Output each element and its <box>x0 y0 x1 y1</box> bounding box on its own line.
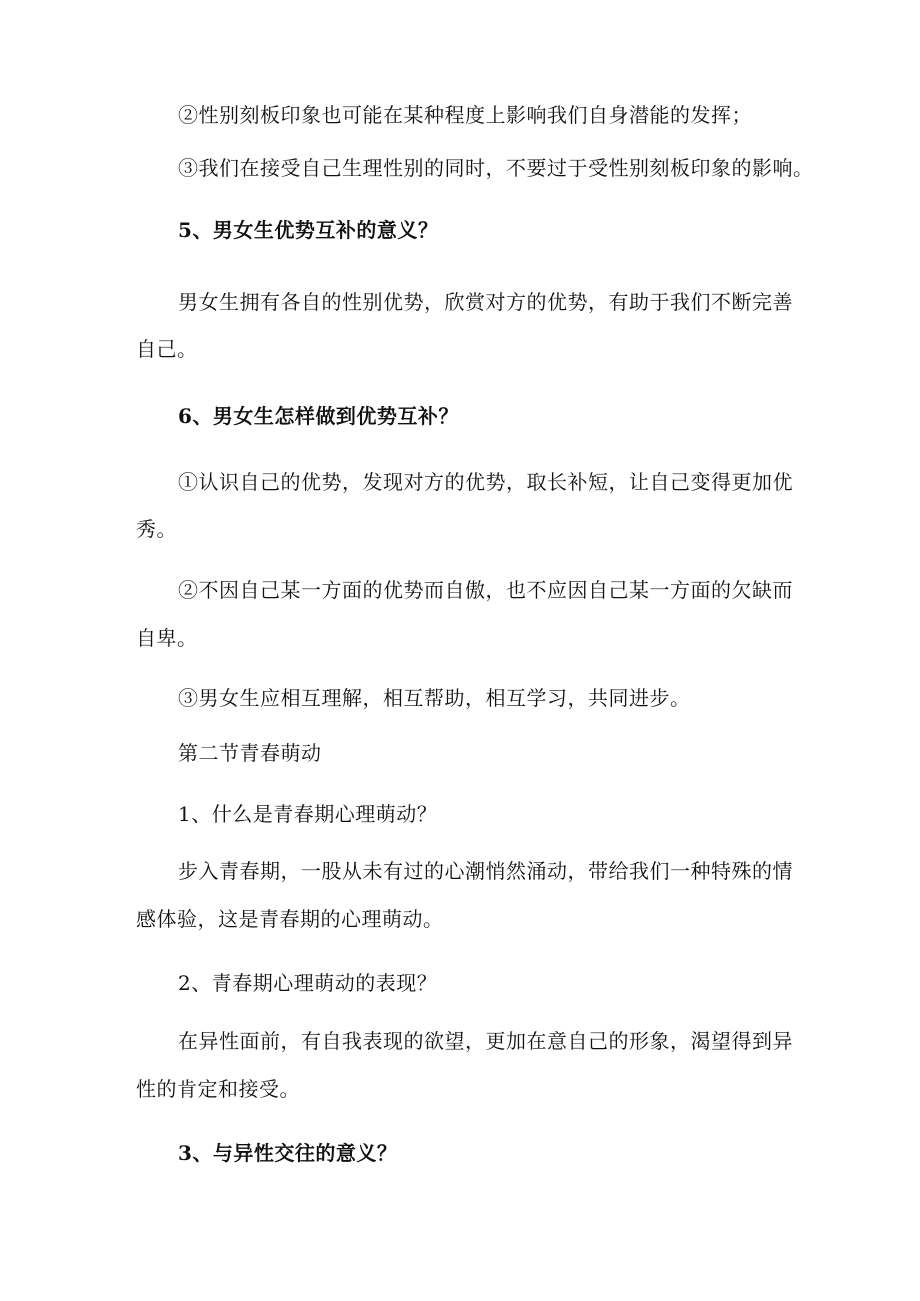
text-line: 在异性面前，有自我表现的欲望，更加在意自己的形象，渴望得到异 <box>178 1029 793 1053</box>
text-line: 秀。 <box>136 517 177 541</box>
text-line: ③男女生应相互理解，相互帮助，相互学习，共同进步。 <box>178 686 691 710</box>
section-heading: 第二节青春萌动 <box>178 741 322 765</box>
question-heading: 1、什么是青春期心理萌动？ <box>178 802 438 826</box>
text-line: ②性别刻板印象也可能在某种程度上影响我们自身潜能的发挥； <box>178 103 752 127</box>
text-line: ②不因自己某一方面的优势而自傲，也不应因自己某一方面的欠缺而 <box>178 578 793 602</box>
text-line: 自己。 <box>136 337 198 361</box>
question-heading: 5、男女生优势互补的意义？ <box>178 218 439 242</box>
text-line: 性的肯定和接受。 <box>136 1077 300 1101</box>
text-line: ③我们在接受自己生理性别的同时，不要过于受性别刻板印象的影响。 <box>178 156 814 180</box>
question-heading: 6、男女生怎样做到优势互补？ <box>178 404 459 428</box>
text-line: 自卑。 <box>136 626 198 650</box>
question-heading: 3、与异性交往的意义？ <box>178 1141 398 1165</box>
text-line: 男女生拥有各自的性别优势，欣赏对方的优势，有助于我们不断完善 <box>178 290 793 314</box>
text-line: 感体验，这是青春期的心理萌动。 <box>136 907 444 931</box>
text-line: ①认识自己的优势，发现对方的优势，取长补短，让自己变得更加优 <box>178 470 793 494</box>
question-heading: 2、青春期心理萌动的表现？ <box>178 971 438 995</box>
text-line: 步入青春期，一股从未有过的心潮悄然涌动，带给我们一种特殊的情 <box>178 859 793 883</box>
